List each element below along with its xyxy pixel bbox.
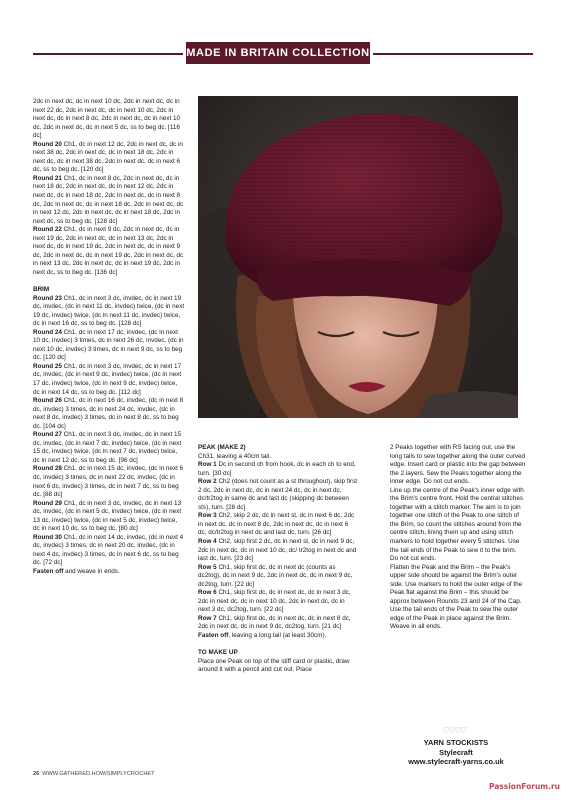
col2-heading: PEAK (MAKE 2)	[198, 444, 246, 451]
col2-heading: Fasten off	[198, 632, 229, 640]
col2-text: Ch1, skip first dc, dc in next dc, dc in next 8 dc, 2dc in next dc, dc in next 9 dc, dc2tog, turn. [21 dc]	[198, 614, 351, 631]
col1-paragraph	[33, 295, 185, 329]
col2-paragraph	[198, 564, 358, 590]
col1-heading: BRIM	[33, 285, 50, 293]
col1-paragraph	[33, 98, 185, 141]
watermark: PassionForum.ru	[488, 782, 560, 791]
col1-text: and weave in ends.	[63, 568, 120, 576]
col2-heading: Row 1	[198, 461, 217, 469]
col1-text: Ch1, dc in next 9 dc, 2dc in next dc, dc in next 19 dc, 2dc in next dc, dc in next 13 dc, 2dc in next dc, dc in next 19 dc, 2dc in next dc, dc in next 9 dc, 2dc in next dc, dc in next 19 dc, 2dc in next dc, dc in next 13 dc, 2dc in next dc, dc in next 19 dc, 2dc in next dc, ss to beg dc. [136 dc]	[33, 226, 184, 276]
col1-text: Ch1, dc in next 8 dc, 2dc in next dc, dc in next 18 dc, 2dc in next dc, dc in next 12 dc, 2dc in next dc, dc in next 18 dc, 2dc in next dc, dc in next 8 dc, 2dc in next dc, dc in next 18 dc, 2dc in next dc, dc in next 12 dc, 2dc in next dc, dc in next 18 dc, 2dc in next dc, ss to beg dc. [128 dc]	[33, 174, 184, 225]
col1-paragraph	[33, 465, 185, 499]
col1-paragraph	[33, 363, 185, 397]
yarn-stockists	[388, 738, 524, 767]
col1-text: Ch1, dc in next 17 dc, invdec, (dc in next 10 dc, invdec) 3 times, dc in next 26 dc, invdec, (dc in next 10 dc, invdec) 3 times, dc in next 9 dc, ss to beg dc. [120 dc]	[33, 328, 184, 362]
col1-paragraph	[33, 397, 185, 431]
col1-paragraph	[33, 329, 185, 363]
col2-paragraph	[198, 478, 358, 512]
col2-paragraph	[198, 512, 358, 538]
model-wearing-hat-illustration	[198, 96, 518, 418]
page-footer	[33, 771, 155, 777]
col3-paragraph	[390, 444, 526, 487]
banner-rule-right	[373, 53, 533, 55]
col2-paragraph	[198, 461, 358, 478]
col1-paragraph	[33, 568, 185, 577]
col1-heading: Round 23	[33, 294, 62, 302]
stockists-brand: Stylecraft	[439, 747, 473, 757]
col1-paragraph	[33, 500, 185, 534]
col1-text: Ch1, dc in next 14 dc, invdec, (dc in next 4 dc, invdec) 3 times, dc in next 20 dc, invdec, (dc in next 4 dc, invdec) 3 times, dc in next 6 dc, ss to beg dc. [72 dc]	[33, 533, 184, 567]
col2-text: Ch2, skip first 2 dc, dc in next st, dc in next 9 dc, 2dc in next dc, dc in next 10 dc, dc/ tr2tog in next dc and last dc, turn. [23 dc]	[198, 538, 357, 563]
col2-heading: Row 3	[198, 512, 217, 520]
col2-paragraph	[198, 453, 358, 462]
col2-heading: Row 5	[198, 563, 217, 571]
col1-text: 2dc in next dc, dc in next 10 dc, 2dc in next dc, dc in next 22 dc, 2dc in next dc, dc in next 10 dc, 2dc in next dc, dc in next 8 dc, 2dc in next dc, dc in next 10 dc, 2dc in next dc, dc in next 5 dc, ss to beg dc. [116 dc]	[33, 98, 181, 140]
col1-paragraph	[33, 226, 185, 277]
col2-heading: Row 7	[198, 614, 217, 622]
col2-text: Dc in second ch from hook, dc in each ch to end, turn. [30 dc]	[198, 461, 356, 477]
col2-text: Place one Peak on top of the stiff card or plastic, draw around it with a pencil and cut out. Place	[198, 657, 350, 674]
stockists-title: YARN STOCKISTS	[423, 738, 489, 747]
col1-paragraph	[33, 286, 185, 295]
col1-text: Ch1, dc in next 3 dc, invdec, dc in next 19 dc, invdec, (dc in next 11 dc, invdec) twice, (dc in next 19 dc, invdec) twice, (dc in next 11 dc, invdec) twice, dc in next 16 dc, ss to beg dc. [128 dc]	[33, 294, 185, 328]
col1-heading: Round 28	[33, 465, 62, 473]
col1-heading: Round 30	[33, 533, 62, 541]
col1-heading: Round 27	[33, 431, 62, 439]
col3-text: 2 Peaks together with RS facing out, use the long tails to sew together along the outer curved edge. Insert card or plastic into the gap between the 2 layers. Sew the Peaks together along the inner edge. Do not cut ends.	[390, 444, 526, 486]
col2-text: , leaving a long tail (at least 30cm).	[228, 632, 327, 640]
col2-paragraph	[198, 632, 358, 641]
col1-paragraph	[33, 141, 185, 175]
col1-text: Ch1, dc in next 15 dc, invdec, (dc in next 6 dc, invdec) 3 times, dc in next 22 dc, invdec, (dc in next 6 dc, invdec) 3 times, dc in next 7 dc, ss to beg dc. [88 dc]	[33, 465, 184, 499]
hat-photo	[198, 96, 518, 418]
col3-text: Line up the centre of the Peak's inner edge with the Brim's centre front. Hold the central stitches together with a stitch marker. The aim is to join together one stitch of the Peak to one stitch of the Brim, so count the stitches around from the centre stitch, lining them up and using stitch markers to hold together every 5 stitches. Use the tail ends of the Peak to sew it to the brim. Do not cut ends.	[390, 486, 524, 563]
col1-text: Ch1, dc in next 12 dc, 2dc in next dc, dc in next 38 dc, 2dc in next dc, dc in next 18 dc, 2dc in next dc, dc in next 38 dc, 2dc in next dc, dc in next 6 dc, ss to beg dc. [120 dc]	[33, 140, 183, 174]
col1-paragraph	[33, 431, 185, 465]
col2-text: Ch31, leaving a 40cm tail.	[198, 452, 271, 460]
col2-paragraph	[198, 444, 358, 453]
col1-heading: Round 26	[33, 397, 62, 405]
col1-paragraph	[33, 534, 185, 568]
col1-heading: Round 20	[33, 140, 62, 148]
col1-heading: Round 25	[33, 362, 62, 370]
pattern-column-3	[390, 444, 526, 632]
stockists-url[interactable]: www.stylecraft-yarns.co.uk	[408, 757, 504, 766]
col1-heading: Round 21	[33, 174, 62, 182]
heart-divider-icon: ♡♡♡♡	[442, 726, 467, 735]
col1-text: Ch1, dc in next 3 dc, invdec, dc in next 17 dc, invdec, (dc in next 9 dc, invdec) twice, (dc in next 17 dc, invdec) twice, (dc in next 9 dc, invdec) twice, dc in next 14 dc, ss to beg dc. [112 dc]	[33, 362, 182, 396]
col2-heading: Row 4	[198, 538, 217, 546]
footer-site[interactable]: WWW.GATHERED.HOW/SIMPLYCROCHET	[42, 771, 155, 777]
col1-heading: Fasten off	[33, 568, 64, 576]
col2-text: Ch1, skip first dc, dc in next dc (counts as dc2tog), dc in next 9 dc, 2dc in next dc, dc in next 9 dc, dc2tog, turn. [22 dc]	[198, 563, 353, 588]
col2-text: Ch2, skip 2 dc, dc in next st, dc in next 6 dc, 2dc in next dc, dc in next 8 dc, 2dc in next dc, dc in next 6 dc, dc/tr2tog in next dc and last dc, turn. [26 dc]	[198, 512, 355, 537]
col2-text: Ch2 (does not count as a st throughout), skip first 2 dc, 2dc in next dc, dc in next 24 dc, dc in next dc, dc/tr2tog in same dc and last dc (skipping dc between sts), turn. [28 dc]	[198, 478, 358, 511]
col1-text: Ch1, dc in next 3 dc, invdec, dc in next 13 dc, invdec, (dc in next 5 dc, invdec) twice, (dc in next 13 dc, invdec) twice, (dc in next 5 dc, invdec) twice, dc in next 10 dc, ss to beg dc. [80 dc]	[33, 499, 182, 533]
col2-paragraph	[198, 538, 358, 564]
col3-text: Flatten the Peak and the Brim – the Peak's upper side should be against the Brim's outer side. Use markers to hold the outer edge of the Peak flat against the Brim – this should be approx between Rounds 23 and 24 of the Cap. Use the tail ends of the Peak to sew the outer edge of the Peak in place against the Brim. Weave in all ends.	[390, 563, 523, 631]
col2-heading: Row 2	[198, 478, 217, 486]
col1-heading: Round 24	[33, 328, 62, 336]
col1-text: Ch1, dc in next 16 dc, invdec, (dc in next 8 dc, invdec) 3 times, dc in next 24 dc, invdec, (dc in next 8 dc, invdec) 3 times, dc in next 8 dc, ss to beg dc. [104 dc]	[33, 397, 184, 430]
col2-paragraph	[198, 649, 358, 658]
col1-heading: Round 22	[33, 226, 62, 234]
col2-text: Ch1, skip first dc, dc in next dc, dc in next 3 dc, 2dc in next dc, dc in next 10 dc, 2dc in next dc, dc in next 3 dc, dc2tog, turn. [22 dc]	[198, 589, 351, 614]
col2-paragraph	[198, 589, 358, 615]
col2-paragraph	[198, 615, 358, 632]
col1-text: Ch1, dc in next 3 dc, invdec, dc in next 15 dc, invdec, (dc in next 7 dc, invdec) twice, (dc in next 15 dc, invdec) twice, (dc in next 7 dc, invdec) twice, dc in next 12 dc, ss to beg dc. [96 dc]	[33, 431, 182, 464]
col1-heading: Round 29	[33, 499, 62, 507]
col2-heading: Row 6	[198, 589, 217, 597]
banner-rule-left	[33, 53, 183, 55]
col1-paragraph	[33, 175, 185, 226]
page-number: 26	[33, 771, 40, 777]
col2-heading: TO MAKE UP	[198, 649, 238, 657]
col3-paragraph	[390, 564, 526, 632]
col3-paragraph	[390, 487, 526, 564]
section-banner: MADE IN BRITAIN COLLECTION	[186, 42, 370, 64]
col2-paragraph	[198, 658, 358, 675]
pattern-column-2	[198, 444, 358, 675]
pattern-column-1	[33, 98, 185, 577]
